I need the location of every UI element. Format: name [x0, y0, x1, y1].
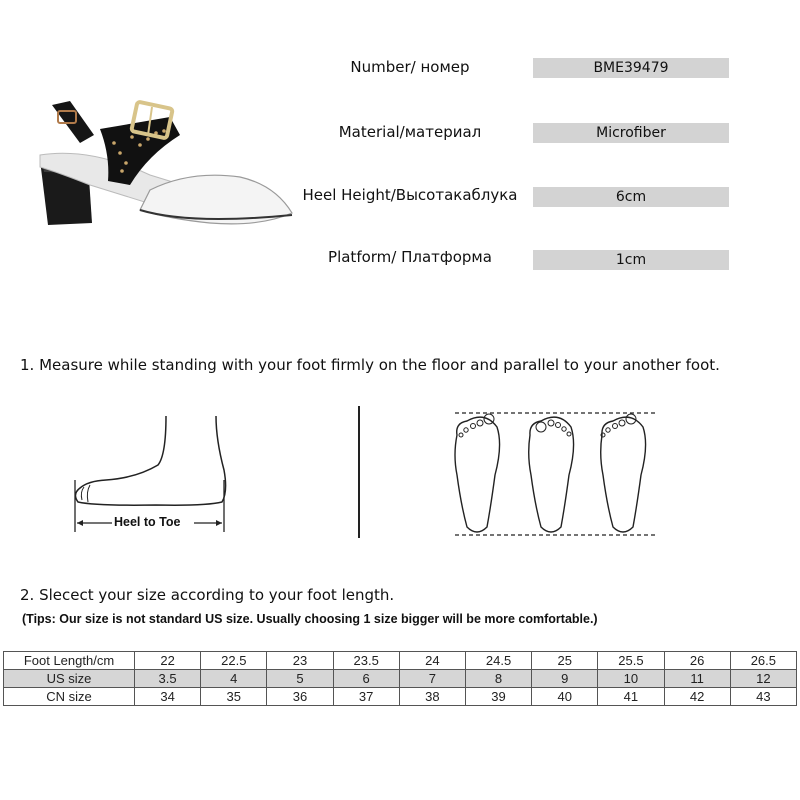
- table-cell: 26: [664, 652, 730, 670]
- table-row: [4, 688, 797, 706]
- table-cell: 43: [730, 688, 796, 706]
- table-cell: 24.5: [465, 652, 531, 670]
- table-row: [4, 670, 797, 688]
- table-cell: 39: [465, 688, 531, 706]
- spec-value-heel-height: 6cm: [533, 187, 729, 207]
- table-cell: 41: [598, 688, 664, 706]
- table-cell: 5: [267, 670, 333, 688]
- foot-top-diagram: [445, 405, 665, 545]
- shoe-product-image: [30, 95, 295, 235]
- table-cell: 23.5: [333, 652, 399, 670]
- step-2-instruction: 2. Slecect your size according to your foot length.: [20, 586, 395, 604]
- table-cell: 4: [201, 670, 267, 688]
- size-chart-table: [3, 651, 797, 706]
- spec-label-material: Material/материал: [338, 123, 482, 141]
- table-cell: 10: [598, 670, 664, 688]
- heel-to-toe-label: Heel to Toe: [114, 515, 181, 529]
- table-row: [4, 652, 797, 670]
- table-cell: 26.5: [730, 652, 796, 670]
- table-cell: 25: [532, 652, 598, 670]
- table-cell: 22.5: [201, 652, 267, 670]
- table-cell: 36: [267, 688, 333, 706]
- table-cell: 6: [333, 670, 399, 688]
- table-cell: 24: [399, 652, 465, 670]
- spec-label-number: Number/ номер: [350, 58, 470, 76]
- table-cell: 7: [399, 670, 465, 688]
- diagram-divider: [358, 406, 360, 538]
- step-1-instruction: 1. Measure while standing with your foot firmly on the floor and parallel to your another foot.: [20, 356, 720, 374]
- row-header: US size: [4, 670, 135, 688]
- table-cell: 22: [135, 652, 201, 670]
- table-cell: 35: [201, 688, 267, 706]
- table-cell: 38: [399, 688, 465, 706]
- spec-label-platform: Platform/ Платформа: [328, 248, 492, 266]
- row-header: Foot Length/cm: [4, 652, 135, 670]
- tips-note: (Tips: Our size is not standard US size. Usually choosing 1 size bigger will be more comfortable.): [22, 612, 598, 626]
- row-header: CN size: [4, 688, 135, 706]
- spec-value-number: BME39479: [533, 58, 729, 78]
- table-cell: 25.5: [598, 652, 664, 670]
- table-cell: 37: [333, 688, 399, 706]
- table-cell: 23: [267, 652, 333, 670]
- table-cell: 12: [730, 670, 796, 688]
- table-cell: 40: [532, 688, 598, 706]
- table-cell: 3.5: [135, 670, 201, 688]
- spec-value-platform: 1cm: [533, 250, 729, 270]
- table-cell: 8: [465, 670, 531, 688]
- spec-value-material: Microfiber: [533, 123, 729, 143]
- table-cell: 9: [532, 670, 598, 688]
- table-cell: 42: [664, 688, 730, 706]
- spec-label-heel-height: Heel Height/Высотакаблука: [302, 186, 518, 204]
- table-cell: 34: [135, 688, 201, 706]
- table-cell: 11: [664, 670, 730, 688]
